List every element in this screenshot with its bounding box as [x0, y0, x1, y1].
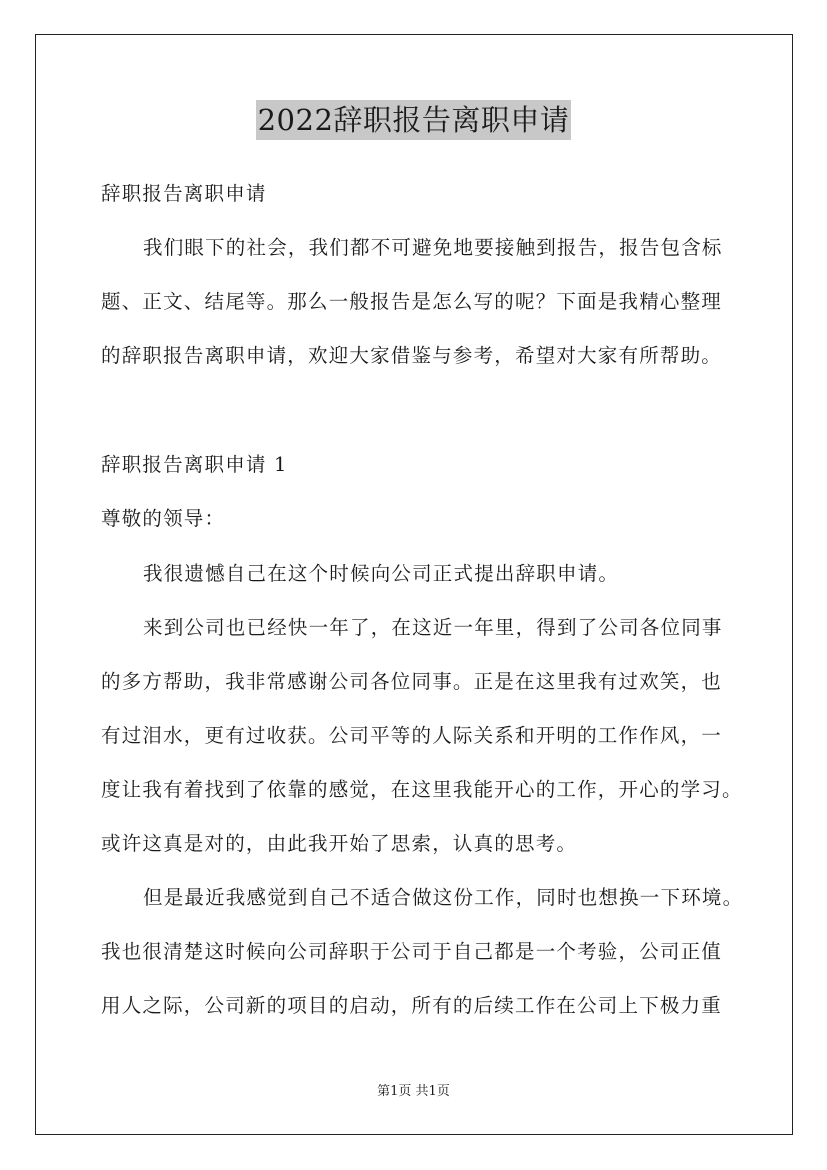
- intro-line: 我们眼下的社会，我们都不可避免地要接触到报告，报告包含标: [143, 236, 723, 259]
- body-line: 来到公司也已经快一年了，在这近一年里，得到了公司各位同事: [143, 616, 723, 639]
- body-line: 用人之际，公司新的项目的启动，所有的后续工作在公司上下极力重: [101, 994, 723, 1017]
- body-line: 我很遗憾自己在这个时候向公司正式提出辞职申请。: [143, 562, 620, 585]
- body-line: 的多方帮助，我非常感谢公司各位同事。正是在这里我有过欢笑，也: [101, 670, 723, 693]
- document-title: 2022辞职报告离职申请: [256, 100, 572, 140]
- body-line: 或许这真是对的，由此我开始了思索，认真的思考。: [101, 832, 578, 855]
- document-subtitle: 辞职报告离职申请: [101, 182, 267, 205]
- intro-line: 题、正文、结尾等。那么一般报告是怎么写的呢？下面是我精心整理: [101, 290, 723, 313]
- title-container: [0, 100, 827, 140]
- body-line: 有过泪水，更有过收获。公司平等的人际关系和开明的工作作风，一: [101, 724, 723, 747]
- intro-line: 的辞职报告离职申请，欢迎大家借鉴与参考，希望对大家有所帮助。: [101, 344, 723, 367]
- body-line: 度让我有着找到了依靠的感觉，在这里我能开心的工作，开心的学习。: [101, 778, 743, 801]
- page-number-footer: 第1页 共1页: [377, 1084, 450, 1099]
- body-line: 但是最近我感觉到自己不适合做这份工作，同时也想换一下环境。: [143, 886, 744, 909]
- body-line: 我也很清楚这时候向公司辞职于公司于自己都是一个考验，公司正值: [101, 940, 723, 963]
- salutation: 尊敬的领导：: [101, 507, 226, 530]
- section-heading: 辞职报告离职申请 1: [101, 453, 288, 476]
